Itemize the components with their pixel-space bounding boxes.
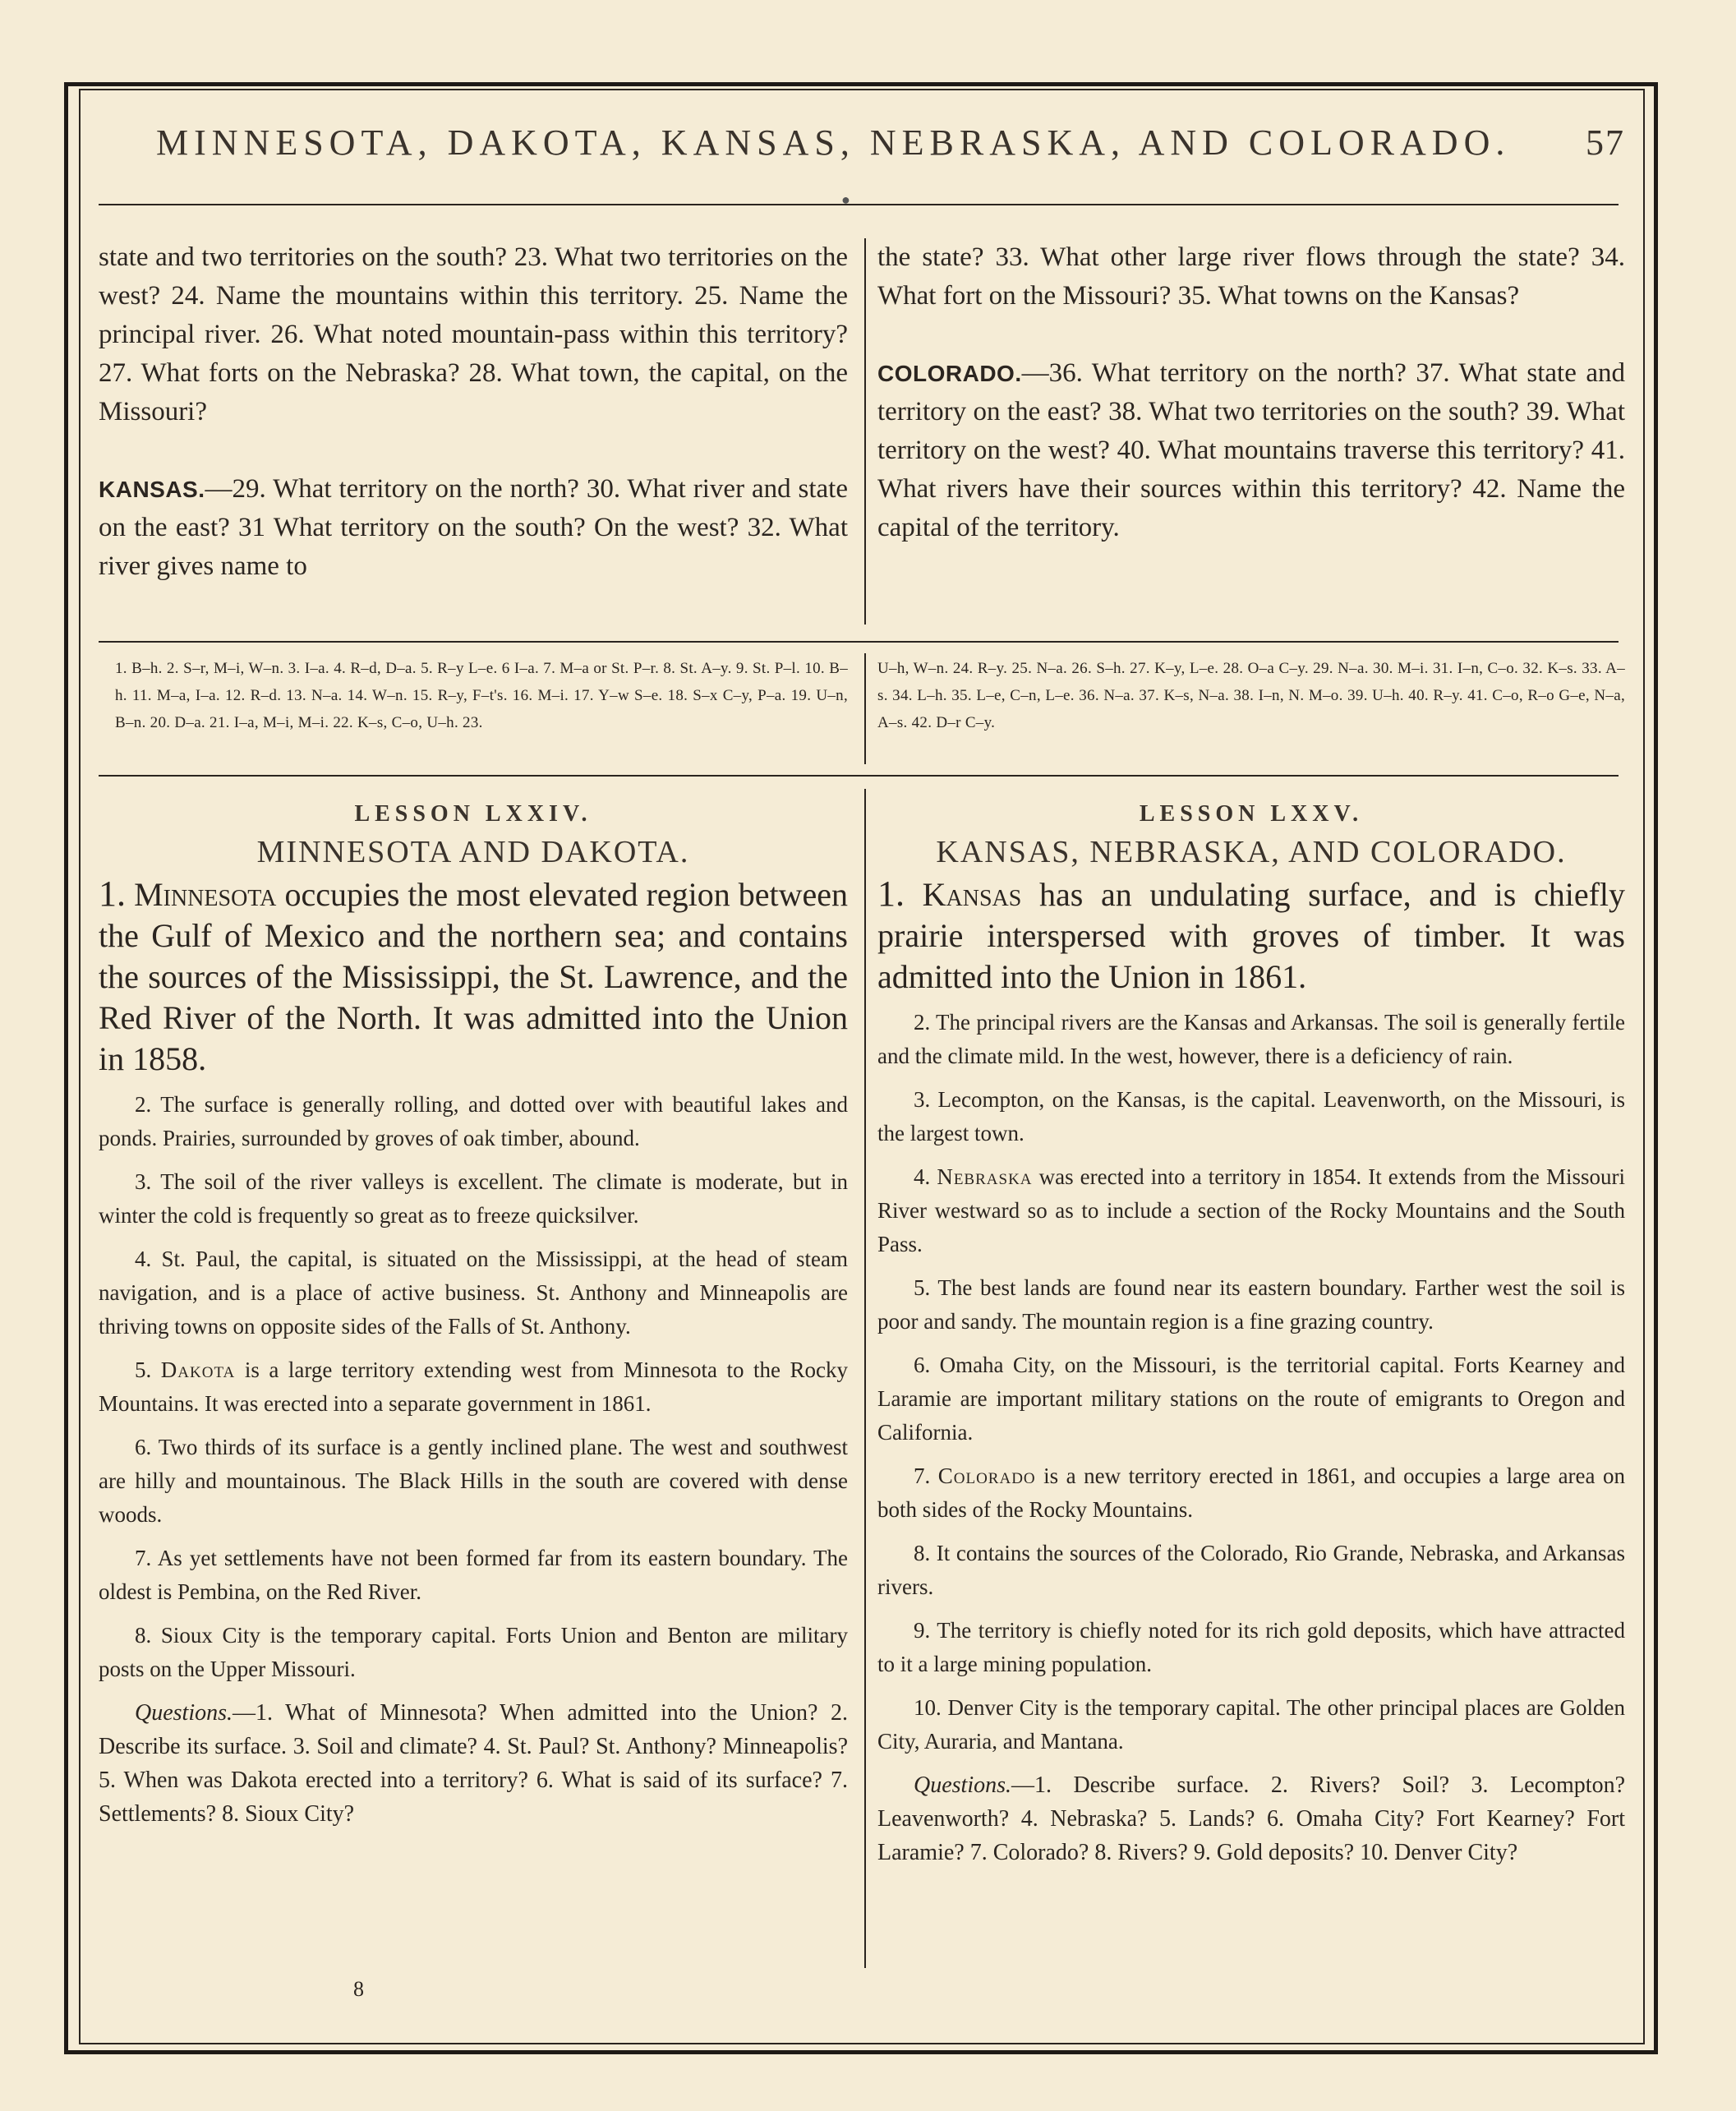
paragraph-colorado — [877, 1459, 1625, 1527]
lesson-74-number: LESSON LXXIV. — [354, 801, 592, 827]
answers-left: 1. B–h. 2. S–r, M–i, W–n. 3. I–a. 4. R–d, D–a. 5. R–y L–e. 6 I–a. 7. M–a or St. P–r. 8. St. A–y. 9. St. P–l. 10. B–h. 11. M–a, I–a. 12. R–d. 13. N–a. 14. W–n. 15. R–y, F–t's. 16. M–i. 17. Y–w S–e. 18. S–x C–y, P–a. 19. U–n, B–n. 20. D–a. 21. I–a, M–i, M–i. 22. K–s, C–o, U–h. 23. — [115, 660, 848, 731]
lesson-75-title: KANSAS, NEBRASKA, AND COLORADO. — [936, 835, 1567, 869]
kansas-label: KANSAS. — [99, 477, 205, 502]
paragraph: 10. Denver City is the temporary capital. The other principal places are Golden City, Auraria, and Mantana. — [877, 1695, 1625, 1754]
answers-right: U–h, W–n. 24. R–y. 25. N–a. 26. S–h. 27. K–y, L–e. 28. O–a C–y. 29. N–a. 30. M–i. 31. I–n, C–o. 32. K–s. 33. A–s. 34. L–h. 35. L–e, C–n, L–e. 36. N–a. 37. K–s, N–a. 38. I–n, N. M–o. 39. U–h. 40. R–y. 41. C–o, R–o G–e, N–a, A–s. 42. D–r C–y. — [877, 660, 1625, 731]
colorado-term: Colorado — [937, 1463, 1036, 1488]
nebraska-term: Nebraska — [937, 1164, 1033, 1189]
lesson-75-questions — [877, 1768, 1625, 1869]
paragraph: 8. It contains the sources of the Colorado, Rio Grande, Nebraska, and Arkansas rivers. — [877, 1541, 1625, 1599]
paragraph: 6. Two thirds of its surface is a gently inclined plane. The west and southwest are hilly and mountainous. The Black Hills in the south are covered with dense woods. — [99, 1435, 848, 1527]
header-rule — [99, 204, 1619, 205]
colorado-questions: —36. What territory on the north? 37. What state and territory on the east? 38. What two territories on the south? 39. What territory on the west? 40. What mountains traverse this territory? 41. What rivers have their sources within this territory? 42. Name the capital of the territory. — [877, 358, 1625, 542]
paragraph-text: is a large territory extending west from Minnesota to the Rocky Mountains. It was erected into a separate government in 1861. — [99, 1357, 849, 1416]
paragraph-number: 5. — [135, 1357, 152, 1382]
paragraph: 3. The soil of the river valleys is excellent. The climate is moderate, but in winter the cold is frequently so great as to freeze quicksilver. — [99, 1169, 848, 1228]
lead-text: has an undulating surface, and is chiefly prairie interspersed with groves of timber. It was admitted into the Union in 1861. — [877, 876, 1626, 995]
questions-label: Questions. — [135, 1700, 233, 1726]
paragraph-dakota — [99, 1353, 848, 1421]
lesson-75-lead — [877, 873, 1625, 998]
paragraph: 3. Lecompton, on the Kansas, is the capital. Leavenworth, on the Missouri, is the largest town. — [877, 1087, 1625, 1145]
questions-colorado — [877, 354, 1625, 547]
questions-right-column — [877, 238, 1625, 547]
lead-number: 1. — [99, 873, 126, 914]
paragraph: 7. As yet settlements have not been formed far from its eastern boundary. The oldest is Pembina, on the Red River. — [99, 1546, 848, 1604]
running-header — [156, 122, 1635, 164]
paragraph-text: was erected into a territory in 1854. It extends from the Missouri River westward so as to include a section of the Rocky Mountains and the South Pass. — [877, 1164, 1625, 1256]
paragraph: 2. The principal rivers are the Kansas and Arkansas. The soil is generally fertile and the climate mild. In the west, however, there is a deficiency of rain. — [877, 1010, 1625, 1068]
paragraph: 8. Sioux City is the temporary capital. Forts Union and Benton are military posts on the Upper Missouri. — [99, 1623, 848, 1681]
paragraph-number: 7. — [914, 1463, 931, 1488]
lesson-74 — [99, 801, 848, 1831]
lesson-75-number: LESSON LXXV. — [1139, 801, 1364, 827]
kansas-questions: —29. What territory on the north? 30. What river and state on the east? 31 What territory on the south? On the west? 32. What river gives name to — [99, 474, 848, 581]
column-divider-top — [864, 238, 866, 625]
header-title: MINNESOTA, DAKOTA, KANSAS, NEBRASKA, AND COLORADO. — [156, 122, 1511, 163]
paragraph: 4. St. Paul, the capital, is situated on the Mississippi, at the head of steam navigation, and is a place of active business. St. Anthony and Minneapolis are thriving towns on opposite sides of the Falls of St. Anthony. — [99, 1247, 848, 1339]
questions-kansas — [99, 470, 848, 586]
questions-label: Questions. — [914, 1772, 1011, 1798]
paragraph: 9. The territory is chiefly noted for its rich gold deposits, which have attracted to it a large mining population. — [877, 1618, 1625, 1676]
lesson-74-lead — [99, 873, 848, 1080]
questions-right-p1: the state? 33. What other large river flows through the state? 34. What fort on the Missouri? 35. What towns on the Kansas? — [877, 242, 1625, 311]
questions-text: —1. Describe surface. 2. Rivers? Soil? 3. Lecompton? Leavenworth? 4. Nebraska? 5. Lands? 6. Omaha City? Fort Kearney? Fort Laramie? 7. Colorado? 8. Rivers? 9. Gold deposits? 10. Denver City? — [877, 1772, 1625, 1865]
colorado-label: COLORADO. — [877, 361, 1022, 386]
page-number: 57 — [1586, 122, 1625, 163]
dakota-term: Dakota — [160, 1357, 236, 1382]
signature-mark: 8 — [353, 1977, 364, 2001]
paragraph-nebraska — [877, 1160, 1625, 1261]
paragraph-number: 4. — [914, 1164, 931, 1189]
minnesota-term: Minnesota — [134, 876, 277, 913]
paragraph: 6. Omaha City, on the Missouri, is the territorial capital. Forts Kearney and Laramie are important military stations on the route of emigrants to Oregon and California. — [877, 1353, 1625, 1445]
kansas-term: Kansas — [922, 876, 1022, 913]
lead-text: occupies the most elevated region between the Gulf of Mexico and the northern sea; and contains the sources of the Mississippi, the St. Lawrence, and the Red River of the North. It was admitted into the Union in 1858. — [99, 876, 849, 1077]
lead-number: 1. — [877, 873, 905, 914]
ornament-dot: ● — [841, 191, 850, 208]
paragraph-text: is a new territory erected in 1861, and occupies a large area on both sides of the Rocky Mountains. — [877, 1463, 1626, 1522]
questions-left-p1: state and two territories on the south? 23. What two territories on the west? 24. Name the mountains within this territory. 25. Name the principal river. 26. What noted mountain-pass within this territory? 27. What forts on the Nebraska? 28. What town, the capital, on the Missouri? — [99, 242, 848, 426]
paragraph: 5. The best lands are found near its eastern boundary. Farther west the soil is poor and sandy. The mountain region is a fine grazing country. — [877, 1275, 1625, 1334]
answers-top-rule — [99, 641, 1619, 643]
paragraph: 2. The surface is generally rolling, and dotted over with beautiful lakes and ponds. Prairies, surrounded by groves of oak timber, abound. — [99, 1092, 848, 1150]
column-divider-lessons — [864, 789, 866, 1968]
column-divider-answers — [864, 653, 866, 764]
questions-text: —1. What of Minnesota? When admitted into the Union? 2. Describe its surface. 3. Soil and climate? 4. St. Paul? St. Anthony? Minneapolis? 5. When was Dakota erected into a territory? 6. What is said of its surface? 7. Settlements? 8. Sioux City? — [99, 1700, 848, 1827]
lesson-74-title: MINNESOTA AND DAKOTA. — [256, 835, 690, 869]
answers-bottom-rule — [99, 775, 1619, 777]
lesson-75 — [877, 801, 1625, 1869]
lesson-74-questions — [99, 1696, 848, 1831]
questions-left-column — [99, 238, 848, 586]
